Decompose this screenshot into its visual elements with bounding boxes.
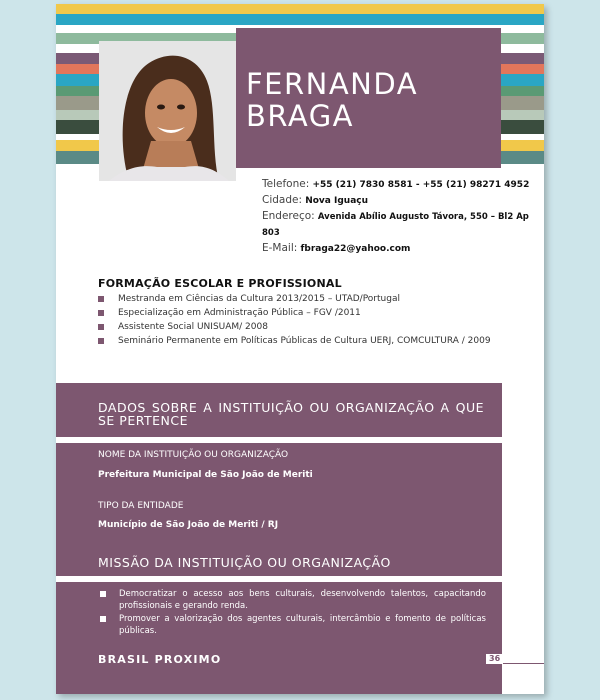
phone-label: Telefone: — [262, 178, 310, 190]
contact-city — [262, 193, 544, 209]
name-line-1: FERNANDA — [246, 67, 419, 101]
entity-type-label: TIPO DA ENTIDADE — [98, 501, 184, 511]
mission-item-text: Promover a valorização dos agentes culturais, intercâmbio e fomento de políticas públicas. — [119, 614, 486, 636]
contact-phone — [262, 177, 544, 193]
page-number-rule — [500, 663, 544, 664]
mission-title: MISSÃO DA INSTITUIÇÃO OU ORGANIZAÇÃO — [98, 555, 391, 570]
institution-panel — [56, 383, 502, 694]
city-value: Nova Iguaçu — [305, 196, 369, 206]
bullet-square-icon — [98, 296, 104, 302]
bullet-square-icon — [98, 338, 104, 344]
page-number: 36 — [486, 654, 503, 664]
entity-type-value: Município de São João de Meriti / RJ — [98, 520, 279, 530]
institution-name-value: Prefeitura Municipal de São João de Meriti — [98, 470, 313, 480]
education-item — [98, 334, 518, 348]
stripe-yellow — [56, 4, 544, 14]
name-line-2: BRAGA — [246, 99, 355, 133]
section-divider — [56, 437, 502, 443]
education-item-text: Especialização em Administração Pública – FGV /2011 — [118, 308, 361, 318]
person-name — [246, 68, 418, 132]
bullet-square-icon — [100, 616, 106, 622]
education-item-text: Seminário Permanente em Políticas Públicas de Cultura UERJ, COMCULTURA / 2009 — [118, 336, 491, 346]
education-item — [98, 292, 518, 306]
education-title: FORMAÇÃO ESCOLAR E PROFISSIONAL — [98, 277, 342, 290]
email-label: E-Mail: — [262, 242, 298, 254]
stripe-blue — [56, 14, 544, 25]
section-divider — [56, 576, 502, 582]
city-label: Cidade: — [262, 194, 303, 206]
education-section — [98, 277, 518, 348]
address-value: Avenida Abílio Augusto Távora, 550 – Bl2 Ap 803 — [262, 212, 529, 238]
bullet-square-icon — [100, 591, 106, 597]
address-label: Endereço: — [262, 210, 315, 222]
email-value[interactable]: fbraga22@yahoo.com — [300, 244, 411, 254]
mission-item-text: Democratizar o acesso aos bens culturais, desenvolvendo talentos, capacitando profissionais e gerando renda. — [119, 589, 486, 611]
bullet-square-icon — [98, 324, 104, 330]
resume-page — [56, 4, 544, 694]
education-item — [98, 320, 518, 334]
name-header-box — [236, 28, 501, 168]
education-item-text: Mestranda em Ciências da Cultura 2013/2015 – UTAD/Portugal — [118, 294, 400, 304]
education-item-text: Assistente Social UNISUAM/ 2008 — [118, 322, 268, 332]
education-item — [98, 306, 518, 320]
footer-brand: BRASIL PROXIMO — [98, 653, 222, 666]
mission-list — [98, 588, 486, 638]
contact-info — [262, 177, 544, 257]
mission-item — [98, 588, 486, 612]
contact-email — [262, 241, 544, 257]
mission-item — [98, 613, 486, 637]
profile-photo — [99, 41, 236, 181]
phone-value: +55 (21) 7830 8581 - +55 (21) 98271 4952 — [312, 180, 530, 190]
contact-address — [262, 209, 544, 241]
education-list — [98, 292, 518, 348]
institution-name-label: NOME DA INSTITUIÇÃO OU ORGANIZAÇÃO — [98, 450, 289, 460]
bullet-square-icon — [98, 310, 104, 316]
institution-section-title: DADOS SOBRE A INSTITUIÇÃO OU ORGANIZAÇÃO A QUE SE PERTENCE — [98, 400, 484, 428]
